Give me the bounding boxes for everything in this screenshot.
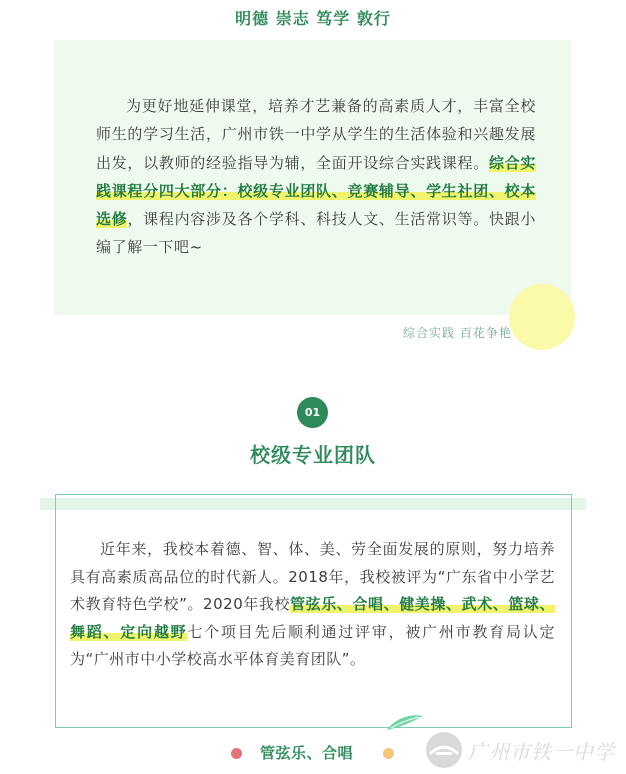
school-motto: 明德 崇志 笃学 敦行 [235,9,391,28]
section-highlight: 管弦乐、合唱、健美操、武术、篮球、舞蹈、定向越野 [70,595,555,641]
section-text-before: 近年来，我校本着德、智、体、美、劳全面发展的原则，努力培养具有高素质高品位的时代新人。2018年，我校被评为“广东省中小学艺术教育特色学校”。2020年我校 [70,540,555,614]
section-title: 校级专业团队 [250,443,376,467]
leaf-icon [385,712,425,732]
bullet-dot-red [231,748,242,759]
watermark-text: 广州市铁一中学 [468,739,615,764]
intro-paragraph [96,92,536,262]
watermark [424,730,624,770]
decorative-circle [509,284,575,350]
intro-text-before: 为更好地延伸课堂，培养才艺兼备的高素质人才，丰富全校师生的学习生活，广州市铁一中学从学生的生活体验和兴趣发展出发，以教师的经验指导为辅，全面开设综合实践课程。 [96,97,536,172]
section-text-after: 七个项目先后顺利通过评审，被广州市教育局认定为“广州市中小学校高水平体育美育团队”。 [70,622,555,669]
section-paragraph [70,536,555,674]
school-logo-icon [424,730,464,770]
intro-highlight: 综合实践课程分四大部分：校级专业团队、竞赛辅导、学生社团、校本选修 [96,153,536,229]
section-number-badge: 01 [297,397,328,428]
intro-caption: 综合实践 百花争艳 [403,326,512,340]
intro-text-after: ，课程内容涉及各个学科、科技人文、生活常识等。快跟小编了解一下吧~ [96,210,536,257]
subsection-label: 管弦乐、合唱 [260,744,354,762]
bullet-dot-yellow [383,748,394,759]
